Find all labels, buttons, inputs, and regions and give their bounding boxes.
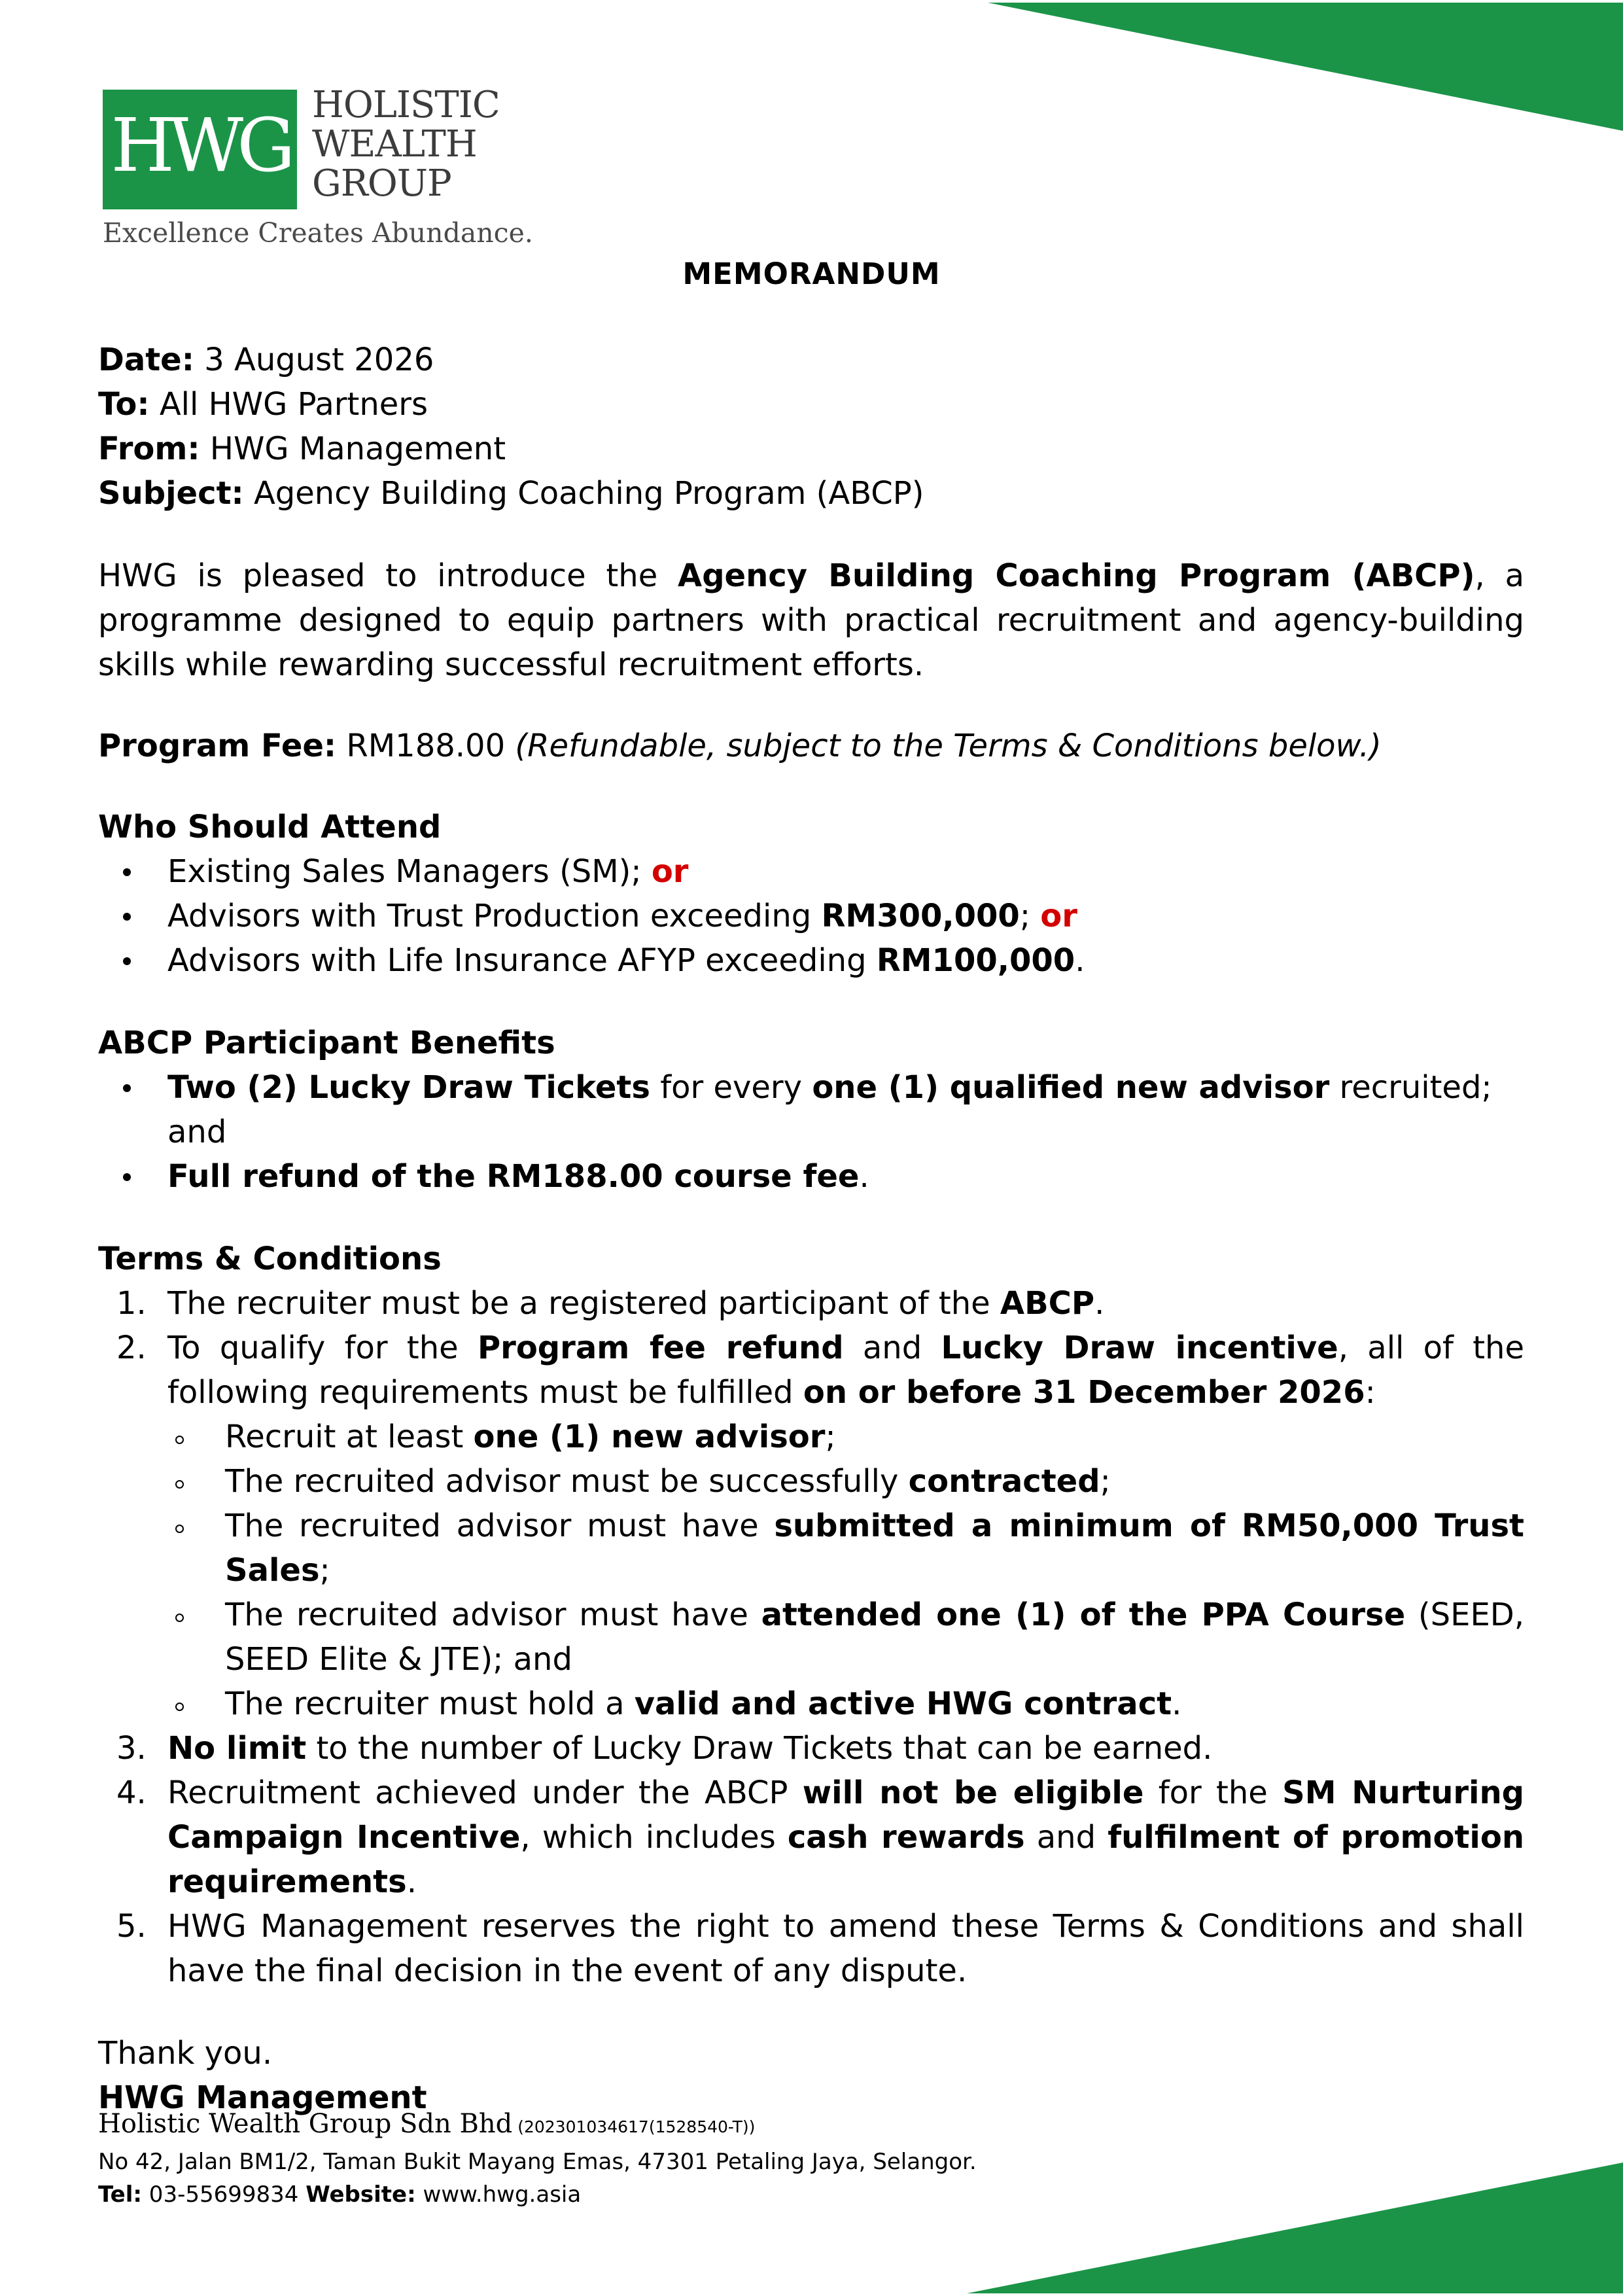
from-label: From: [98,431,200,467]
list-item [98,1904,1524,1993]
term-4-bold-1: will not be eligible [802,1775,1144,1811]
list-item [98,849,1524,894]
footer-company-line [98,2106,977,2146]
footer-contact-line [98,2178,977,2211]
benefits-list [98,1065,1524,1199]
who-item-1-text: Existing Sales Managers (SM); [167,853,652,890]
req-1-bold: one (1) new advisor [473,1419,826,1455]
requirements-sublist [167,1415,1524,1726]
intro-text-1: HWG is pleased to introduce the [98,557,678,594]
req-2-post: ; [1100,1463,1111,1500]
term-2-deadline: on or before 31 December 2026 [803,1374,1365,1411]
who-item-2-post: ; [1019,898,1041,934]
sub-list-item [98,1415,1524,1459]
trust-threshold: RM300,000 [821,898,1020,934]
date-line [98,338,1524,382]
memo-header-block [98,338,1524,516]
req-4-text: The recruited advisor must have [225,1597,761,1633]
list-item [98,1154,1524,1199]
term-2-post: : [1365,1374,1376,1411]
logo-monogram: HWG [111,103,289,188]
closing-thanks: Thank you. [98,2035,273,2072]
date-label: Date: [98,342,194,378]
term-3-bold: No limit [167,1730,307,1767]
term-number: 2. [116,1330,147,1366]
term-number: 5. [116,1908,147,1945]
benefit-2-post: . [859,1158,869,1195]
to-value: All HWG Partners [159,386,428,423]
term-4-post: . [406,1863,417,1900]
logo-name-line-2: WEALTH [312,123,477,166]
term-2-mid: , all of the following requirements must be fulfilled [167,1330,1525,1411]
program-fee-note: (Refundable, subject to the Terms & Conditions below.) [515,728,1382,764]
date-value: 3 August 2026 [204,342,434,378]
page-footer [98,2106,977,2211]
footer-address: No 42, Jalan BM1/2, Taman Bukit Mayang Emas, 47301 Petaling Jaya, Selangor. [98,2149,977,2175]
term-4-bold-4: fulfilment of promotion requirements [167,1819,1525,1900]
term-4-text: Recruitment achieved under the ABCP [167,1775,803,1811]
program-fee-label: Program Fee: [98,728,337,764]
terms-list [98,1281,1524,1993]
list-item [98,938,1524,983]
term-4-and: and [1024,1819,1108,1856]
term-2-bold-2: Lucky Draw incentive [941,1330,1338,1366]
from-line [98,427,1524,471]
term-2-text: To qualify for the [167,1330,478,1366]
logo-mark [103,90,297,209]
term-4-bold-2: SM Nurturing Campaign Incentive [167,1775,1525,1856]
term-1-post: . [1094,1285,1105,1322]
who-item-2-text: Advisors with Trust Production exceeding [167,898,822,934]
benefit-1-mid: for every [650,1069,812,1106]
list-item [98,1281,1524,1326]
footer-tel-value: 03-55699834 [142,2181,306,2208]
logo-name-line-3: GROUP [312,162,451,205]
list-item [98,1726,1524,1771]
benefit-1-bold-1: Two (2) Lucky Draw Tickets [167,1069,650,1106]
term-1-bold: ABCP [1000,1285,1095,1322]
footer-registration: (202301034617(1528540-T)) [512,2117,756,2136]
who-item-3-text: Advisors with Life Insurance AFYP exceeding [167,942,877,979]
benefit-2-bold: Full refund of the RM188.00 course fee [167,1158,860,1195]
benefits-heading: ABCP Participant Benefits [98,1025,555,1061]
req-3-post: ; [319,1552,330,1589]
req-4-bold: attended one (1) of the PPA Course [761,1597,1406,1633]
logo-tagline: Excellence Creates Abundance. [103,217,533,249]
footer-company-name: Holistic Wealth Group Sdn Bhd [98,2109,513,2139]
req-3-text: The recruited advisor must have [225,1508,775,1544]
sub-list-item [98,1504,1524,1593]
term-1-text: The recruiter must be a registered participant of the [167,1285,1000,1322]
bottom-right-green-triangle [967,2163,1623,2293]
footer-website-label: Website: [305,2181,416,2208]
footer-website-value: www.hwg.asia [415,2181,582,2208]
intro-paragraph [98,554,1524,687]
program-fee-line [98,724,1524,768]
or-text: or [1040,898,1077,934]
subject-line [98,471,1524,516]
program-fee-value: RM188.00 [336,728,515,764]
sub-list-item [98,1593,1524,1682]
term-4-mid-2: , which includes [520,1819,788,1856]
subject-label: Subject: [98,475,244,512]
req-5-post: . [1172,1686,1182,1722]
req-3-bold: submitted a minimum of RM50,000 Trust Sales [225,1508,1524,1589]
list-item [98,1065,1524,1154]
benefit-1-post: recruited; and [167,1069,1492,1150]
req-5-text: The recruiter must hold a [225,1686,635,1722]
term-4-mid-1: for the [1143,1775,1283,1811]
terms-heading: Terms & Conditions [98,1241,442,1277]
logo-wordmark [312,86,500,203]
from-value: HWG Management [209,431,506,467]
intro-program-name: Agency Building Coaching Program (ABCP) [678,557,1475,594]
benefit-1-bold-2: one (1) qualified new advisor [812,1069,1330,1106]
term-2-bold-1: Program fee refund [477,1330,844,1366]
req-1-text: Recruit at least [225,1419,474,1455]
term-number: 1. [116,1285,147,1322]
req-1-post: ; [825,1419,836,1455]
who-should-attend-list [98,849,1524,983]
or-text: or [651,853,689,890]
who-item-3-post: . [1075,942,1085,979]
list-item [98,1326,1524,1726]
req-4-post: (SEED, SEED Elite & JTE); and [225,1597,1524,1678]
term-number: 3. [116,1730,147,1767]
sub-list-item [98,1682,1524,1726]
memo-body [98,338,1524,2120]
term-4-bold-3: cash rewards [787,1819,1025,1856]
req-2-bold: contracted [908,1463,1100,1500]
subject-value: Agency Building Coaching Program (ABCP) [253,475,924,512]
req-2-text: The recruited advisor must be successfully [225,1463,909,1500]
term-number: 4. [116,1775,147,1811]
list-item [98,1771,1524,1904]
list-item [98,894,1524,938]
to-label: To: [98,386,150,423]
sub-list-item [98,1459,1524,1504]
to-line [98,382,1524,427]
top-right-green-triangle [988,3,1623,131]
closing-signature: HWG Management [98,2079,427,2116]
req-5-bold: valid and active HWG contract [634,1686,1172,1722]
who-should-attend-heading: Who Should Attend [98,809,442,845]
logo-name-line-1: HOLISTIC [312,84,500,126]
memo-title: MEMORANDUM [682,256,941,291]
term-3-text: to the number of Lucky Draw Tickets that can be earned. [306,1730,1213,1767]
term-5-text: HWG Management reserves the right to amend these Terms & Conditions and shall have the final decision in the event of any dispute. [167,1908,1524,1989]
afyp-threshold: RM100,000 [876,942,1075,979]
intro-text-2: , a programme designed to equip partners with practical recruitment and agency-building skills while rewarding successful recruitment efforts. [98,557,1525,683]
term-2-and: and [843,1330,941,1366]
footer-tel-label: Tel: [98,2181,142,2208]
